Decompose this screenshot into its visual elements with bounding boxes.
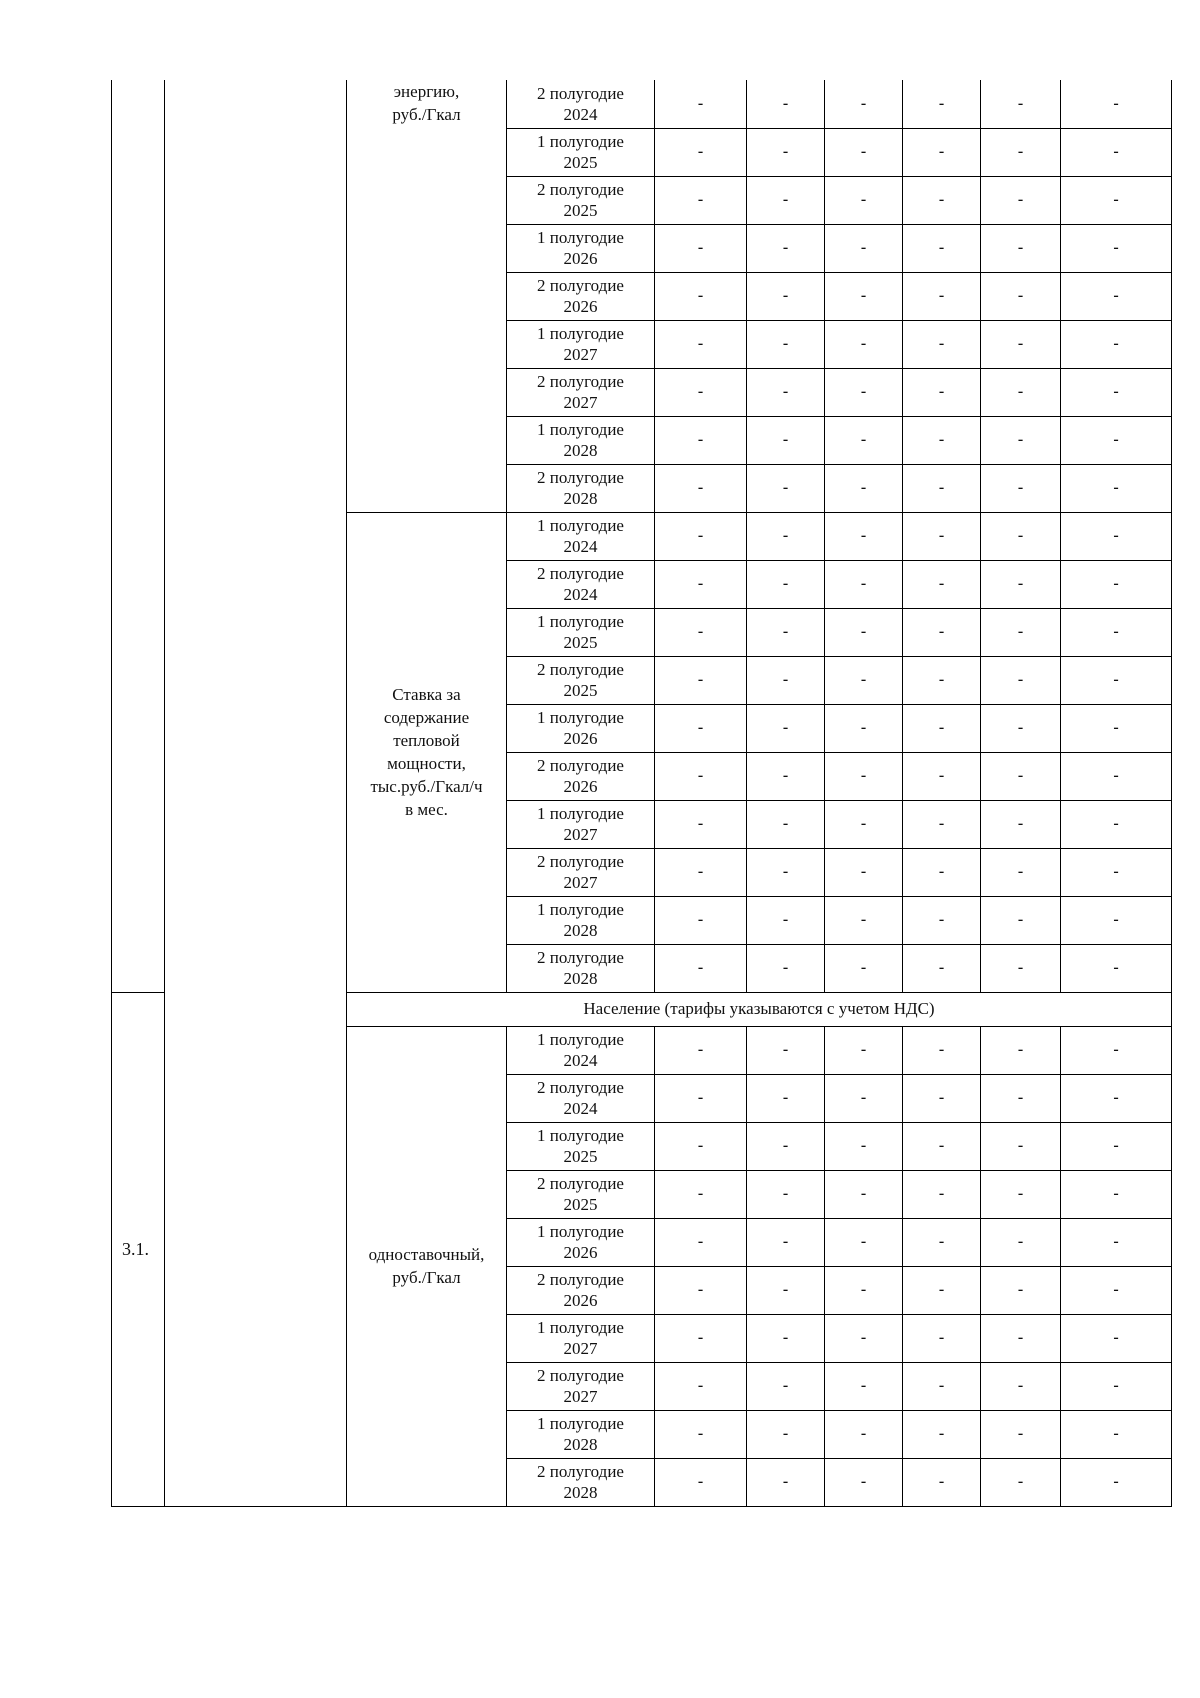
value-cell: - xyxy=(655,608,747,656)
value-cell: - xyxy=(655,128,747,176)
value-cell: - xyxy=(825,320,903,368)
value-cell: - xyxy=(747,464,825,512)
value-cell: - xyxy=(825,368,903,416)
period-year: 2028 xyxy=(563,489,598,508)
value-cell: - xyxy=(747,80,825,128)
value-cell: - xyxy=(655,944,747,992)
period-cell xyxy=(507,512,655,560)
period-year: 2027 xyxy=(563,345,598,364)
period-year: 2028 xyxy=(563,1435,598,1454)
value-cell: - xyxy=(981,1218,1061,1266)
value-cell: - xyxy=(1061,752,1172,800)
value-cell: - xyxy=(1061,1362,1172,1410)
value-cell: - xyxy=(1061,1026,1172,1074)
value-cell: - xyxy=(825,416,903,464)
period-label: 2 полугодие xyxy=(537,1270,624,1289)
value-cell: - xyxy=(1061,608,1172,656)
value-cell: - xyxy=(1061,176,1172,224)
period-year: 2026 xyxy=(563,297,598,316)
value-cell: - xyxy=(903,368,981,416)
value-cell: - xyxy=(825,1122,903,1170)
value-cell: - xyxy=(981,1170,1061,1218)
value-cell: - xyxy=(1061,1458,1172,1506)
value-cell: - xyxy=(747,1314,825,1362)
value-cell: - xyxy=(655,224,747,272)
value-cell: - xyxy=(903,1122,981,1170)
period-label: 1 полугодие xyxy=(537,1318,624,1337)
value-cell: - xyxy=(825,1218,903,1266)
value-cell: - xyxy=(747,752,825,800)
value-cell: - xyxy=(981,896,1061,944)
value-cell: - xyxy=(1061,1410,1172,1458)
category-label-line: руб./Гкал xyxy=(392,105,461,124)
value-cell: - xyxy=(747,560,825,608)
period-cell xyxy=(507,560,655,608)
value-cell: - xyxy=(747,128,825,176)
period-cell xyxy=(507,800,655,848)
value-cell: - xyxy=(1061,464,1172,512)
value-cell: - xyxy=(1061,1170,1172,1218)
period-label: 1 полугодие xyxy=(537,612,624,631)
value-cell: - xyxy=(903,656,981,704)
period-label: 1 полугодие xyxy=(537,900,624,919)
period-year: 2027 xyxy=(563,1387,598,1406)
period-cell xyxy=(507,896,655,944)
value-cell: - xyxy=(903,1218,981,1266)
value-cell: - xyxy=(747,1122,825,1170)
value-cell: - xyxy=(1061,944,1172,992)
period-label: 2 полугодие xyxy=(537,1366,624,1385)
value-cell: - xyxy=(1061,1314,1172,1362)
category-label-cell xyxy=(347,1026,507,1506)
value-cell: - xyxy=(981,944,1061,992)
value-cell: - xyxy=(655,752,747,800)
period-year: 2024 xyxy=(563,1099,598,1118)
value-cell: - xyxy=(825,80,903,128)
period-cell xyxy=(507,320,655,368)
period-year: 2025 xyxy=(563,681,598,700)
period-label: 2 полугодие xyxy=(537,948,624,967)
value-cell: - xyxy=(825,704,903,752)
value-cell: - xyxy=(1061,1074,1172,1122)
value-cell: - xyxy=(903,80,981,128)
value-cell: - xyxy=(903,272,981,320)
period-label: 2 полугодие xyxy=(537,180,624,199)
period-year: 2028 xyxy=(563,441,598,460)
period-label: 1 полугодие xyxy=(537,1414,624,1433)
period-cell xyxy=(507,944,655,992)
organization-cell xyxy=(165,80,347,1506)
value-cell: - xyxy=(903,752,981,800)
period-year: 2025 xyxy=(563,201,598,220)
period-year: 2026 xyxy=(563,777,598,796)
period-cell xyxy=(507,608,655,656)
period-year: 2026 xyxy=(563,729,598,748)
value-cell: - xyxy=(825,752,903,800)
value-cell: - xyxy=(825,944,903,992)
period-cell xyxy=(507,80,655,128)
value-cell: - xyxy=(655,800,747,848)
value-cell: - xyxy=(747,224,825,272)
category-label-line: одноставочный, xyxy=(368,1245,485,1264)
value-cell: - xyxy=(981,368,1061,416)
value-cell: - xyxy=(825,656,903,704)
value-cell: - xyxy=(747,896,825,944)
value-cell: - xyxy=(747,1266,825,1314)
period-year: 2027 xyxy=(563,393,598,412)
value-cell: - xyxy=(981,416,1061,464)
table-row xyxy=(112,80,1172,128)
value-cell: - xyxy=(825,1266,903,1314)
value-cell: - xyxy=(747,1074,825,1122)
value-cell: - xyxy=(655,416,747,464)
tariff-table xyxy=(111,80,1172,1507)
category-label-line: Ставка за xyxy=(392,685,461,704)
value-cell: - xyxy=(655,1074,747,1122)
value-cell: - xyxy=(981,272,1061,320)
category-label-line: тыс.руб./Гкал/ч xyxy=(370,777,483,796)
period-label: 1 полугодие xyxy=(537,1126,624,1145)
value-cell: - xyxy=(747,1362,825,1410)
value-cell: - xyxy=(655,272,747,320)
period-cell xyxy=(507,656,655,704)
category-label-line: мощности, xyxy=(387,754,466,773)
category-label-line: руб./Гкал xyxy=(392,1268,461,1287)
value-cell: - xyxy=(1061,128,1172,176)
value-cell: - xyxy=(825,800,903,848)
value-cell: - xyxy=(655,1170,747,1218)
value-cell: - xyxy=(903,1362,981,1410)
value-cell: - xyxy=(903,416,981,464)
value-cell: - xyxy=(747,368,825,416)
value-cell: - xyxy=(903,1026,981,1074)
period-label: 1 полугодие xyxy=(537,228,624,247)
value-cell: - xyxy=(903,608,981,656)
value-cell: - xyxy=(747,1410,825,1458)
value-cell: - xyxy=(747,272,825,320)
value-cell: - xyxy=(981,704,1061,752)
period-year: 2024 xyxy=(563,1051,598,1070)
period-year: 2025 xyxy=(563,153,598,172)
value-cell: - xyxy=(655,848,747,896)
period-cell xyxy=(507,1074,655,1122)
value-cell: - xyxy=(655,560,747,608)
value-cell: - xyxy=(981,512,1061,560)
period-year: 2026 xyxy=(563,1243,598,1262)
period-year: 2028 xyxy=(563,1483,598,1502)
value-cell: - xyxy=(655,368,747,416)
value-cell: - xyxy=(825,1026,903,1074)
value-cell: - xyxy=(1061,80,1172,128)
value-cell: - xyxy=(747,1458,825,1506)
period-label: 2 полугодие xyxy=(537,372,624,391)
period-label: 1 полугодие xyxy=(537,1222,624,1241)
value-cell: - xyxy=(825,1410,903,1458)
value-cell: - xyxy=(1061,416,1172,464)
value-cell: - xyxy=(903,512,981,560)
value-cell: - xyxy=(981,656,1061,704)
value-cell: - xyxy=(1061,1122,1172,1170)
period-cell xyxy=(507,416,655,464)
value-cell: - xyxy=(981,320,1061,368)
value-cell: - xyxy=(747,416,825,464)
period-cell xyxy=(507,272,655,320)
value-cell: - xyxy=(655,1266,747,1314)
value-cell: - xyxy=(747,800,825,848)
value-cell: - xyxy=(655,1218,747,1266)
value-cell: - xyxy=(903,848,981,896)
value-cell: - xyxy=(903,1410,981,1458)
period-label: 2 полугодие xyxy=(537,756,624,775)
value-cell: - xyxy=(981,80,1061,128)
value-cell: - xyxy=(825,464,903,512)
period-label: 2 полугодие xyxy=(537,1174,624,1193)
value-cell: - xyxy=(903,1266,981,1314)
value-cell: - xyxy=(903,944,981,992)
value-cell: - xyxy=(825,1170,903,1218)
value-cell: - xyxy=(655,1314,747,1362)
period-label: 1 полугодие xyxy=(537,804,624,823)
value-cell: - xyxy=(903,320,981,368)
value-cell: - xyxy=(747,1026,825,1074)
value-cell: - xyxy=(655,1410,747,1458)
period-label: 1 полугодие xyxy=(537,516,624,535)
period-label: 1 полугодие xyxy=(537,1030,624,1049)
value-cell: - xyxy=(981,1362,1061,1410)
period-year: 2027 xyxy=(563,825,598,844)
value-cell: - xyxy=(1061,656,1172,704)
value-cell: - xyxy=(747,1170,825,1218)
period-year: 2026 xyxy=(563,249,598,268)
value-cell: - xyxy=(981,224,1061,272)
period-label: 2 полугодие xyxy=(537,468,624,487)
value-cell: - xyxy=(747,608,825,656)
period-cell xyxy=(507,1410,655,1458)
value-cell: - xyxy=(655,896,747,944)
value-cell: - xyxy=(981,1314,1061,1362)
period-label: 1 полугодие xyxy=(537,132,624,151)
period-year: 2024 xyxy=(563,585,598,604)
value-cell: - xyxy=(655,1026,747,1074)
period-cell xyxy=(507,1026,655,1074)
value-cell: - xyxy=(825,896,903,944)
value-cell: - xyxy=(981,848,1061,896)
value-cell: - xyxy=(825,1074,903,1122)
value-cell: - xyxy=(747,176,825,224)
period-cell xyxy=(507,1314,655,1362)
value-cell: - xyxy=(655,512,747,560)
period-cell xyxy=(507,1266,655,1314)
period-cell xyxy=(507,224,655,272)
value-cell: - xyxy=(825,224,903,272)
value-cell: - xyxy=(1061,560,1172,608)
value-cell: - xyxy=(655,464,747,512)
value-cell: - xyxy=(903,464,981,512)
period-cell xyxy=(507,1458,655,1506)
category-label-line: тепловой xyxy=(393,731,460,750)
value-cell: - xyxy=(1061,1218,1172,1266)
value-cell: - xyxy=(825,1362,903,1410)
value-cell: - xyxy=(825,848,903,896)
value-cell: - xyxy=(747,848,825,896)
value-cell: - xyxy=(1061,272,1172,320)
value-cell: - xyxy=(981,176,1061,224)
value-cell: - xyxy=(825,1314,903,1362)
value-cell: - xyxy=(1061,800,1172,848)
value-cell: - xyxy=(825,1458,903,1506)
value-cell: - xyxy=(747,944,825,992)
value-cell: - xyxy=(903,560,981,608)
period-year: 2025 xyxy=(563,1147,598,1166)
category-label-line: энергию, xyxy=(393,82,460,101)
value-cell: - xyxy=(981,464,1061,512)
value-cell: - xyxy=(825,512,903,560)
value-cell: - xyxy=(655,320,747,368)
period-year: 2025 xyxy=(563,633,598,652)
period-year: 2024 xyxy=(563,537,598,556)
value-cell: - xyxy=(903,128,981,176)
period-cell xyxy=(507,176,655,224)
value-cell: - xyxy=(825,176,903,224)
value-cell: - xyxy=(655,176,747,224)
period-cell xyxy=(507,1218,655,1266)
period-year: 2024 xyxy=(563,104,598,124)
period-cell xyxy=(507,1170,655,1218)
category-label-line: в мес. xyxy=(405,800,448,819)
section-number-cell xyxy=(112,80,165,992)
value-cell: - xyxy=(981,800,1061,848)
period-year: 2027 xyxy=(563,873,598,892)
period-cell xyxy=(507,464,655,512)
category-label-line: содержание xyxy=(383,708,470,727)
period-label: 1 полугодие xyxy=(537,324,624,343)
period-year: 2027 xyxy=(563,1339,598,1358)
value-cell: - xyxy=(1061,704,1172,752)
value-cell: - xyxy=(981,128,1061,176)
value-cell: - xyxy=(1061,1266,1172,1314)
value-cell: - xyxy=(903,704,981,752)
period-cell xyxy=(507,704,655,752)
value-cell: - xyxy=(747,656,825,704)
table-body xyxy=(112,80,1172,1506)
period-cell xyxy=(507,752,655,800)
period-cell xyxy=(507,1122,655,1170)
value-cell: - xyxy=(655,1458,747,1506)
period-cell xyxy=(507,848,655,896)
value-cell: - xyxy=(747,704,825,752)
period-label: 2 полугодие xyxy=(537,83,624,103)
value-cell: - xyxy=(981,752,1061,800)
value-cell: - xyxy=(1061,512,1172,560)
value-cell: - xyxy=(903,1170,981,1218)
period-label: 2 полугодие xyxy=(537,276,624,295)
period-cell xyxy=(507,1362,655,1410)
value-cell: - xyxy=(825,608,903,656)
value-cell: - xyxy=(825,272,903,320)
value-cell: - xyxy=(981,1074,1061,1122)
value-cell: - xyxy=(981,1458,1061,1506)
period-label: 1 полугодие xyxy=(537,708,624,727)
value-cell: - xyxy=(981,1122,1061,1170)
value-cell: - xyxy=(655,1122,747,1170)
section-number-cell: 3.1. xyxy=(112,992,165,1506)
value-cell: - xyxy=(903,800,981,848)
value-cell: - xyxy=(1061,896,1172,944)
value-cell: - xyxy=(655,656,747,704)
value-cell: - xyxy=(903,896,981,944)
value-cell: - xyxy=(655,704,747,752)
period-cell xyxy=(507,368,655,416)
period-label: 2 полугодие xyxy=(537,660,624,679)
value-cell: - xyxy=(1061,848,1172,896)
value-cell: - xyxy=(903,224,981,272)
value-cell: - xyxy=(1061,224,1172,272)
category-label-cell xyxy=(347,512,507,992)
category-label-cell xyxy=(347,80,507,512)
value-cell: - xyxy=(747,1218,825,1266)
period-label: 2 полугодие xyxy=(537,564,624,583)
value-cell: - xyxy=(903,1074,981,1122)
period-label: 2 полугодие xyxy=(537,1462,624,1481)
value-cell: - xyxy=(981,1266,1061,1314)
value-cell: - xyxy=(981,1410,1061,1458)
period-cell xyxy=(507,128,655,176)
value-cell: - xyxy=(655,1362,747,1410)
value-cell: - xyxy=(825,560,903,608)
period-year: 2025 xyxy=(563,1195,598,1214)
period-label: 2 полугодие xyxy=(537,1078,624,1097)
value-cell: - xyxy=(1061,320,1172,368)
period-year: 2026 xyxy=(563,1291,598,1310)
value-cell: - xyxy=(903,176,981,224)
value-cell: - xyxy=(747,512,825,560)
value-cell: - xyxy=(981,560,1061,608)
value-cell: - xyxy=(825,128,903,176)
value-cell: - xyxy=(655,80,747,128)
value-cell: - xyxy=(1061,368,1172,416)
period-label: 2 полугодие xyxy=(537,852,624,871)
value-cell: - xyxy=(903,1458,981,1506)
period-year: 2028 xyxy=(563,969,598,988)
value-cell: - xyxy=(981,608,1061,656)
value-cell: - xyxy=(981,1026,1061,1074)
period-year: 2028 xyxy=(563,921,598,940)
period-label: 1 полугодие xyxy=(537,420,624,439)
value-cell: - xyxy=(903,1314,981,1362)
section-title: Население (тарифы указываются с учетом НДС) xyxy=(347,992,1172,1026)
value-cell: - xyxy=(747,320,825,368)
